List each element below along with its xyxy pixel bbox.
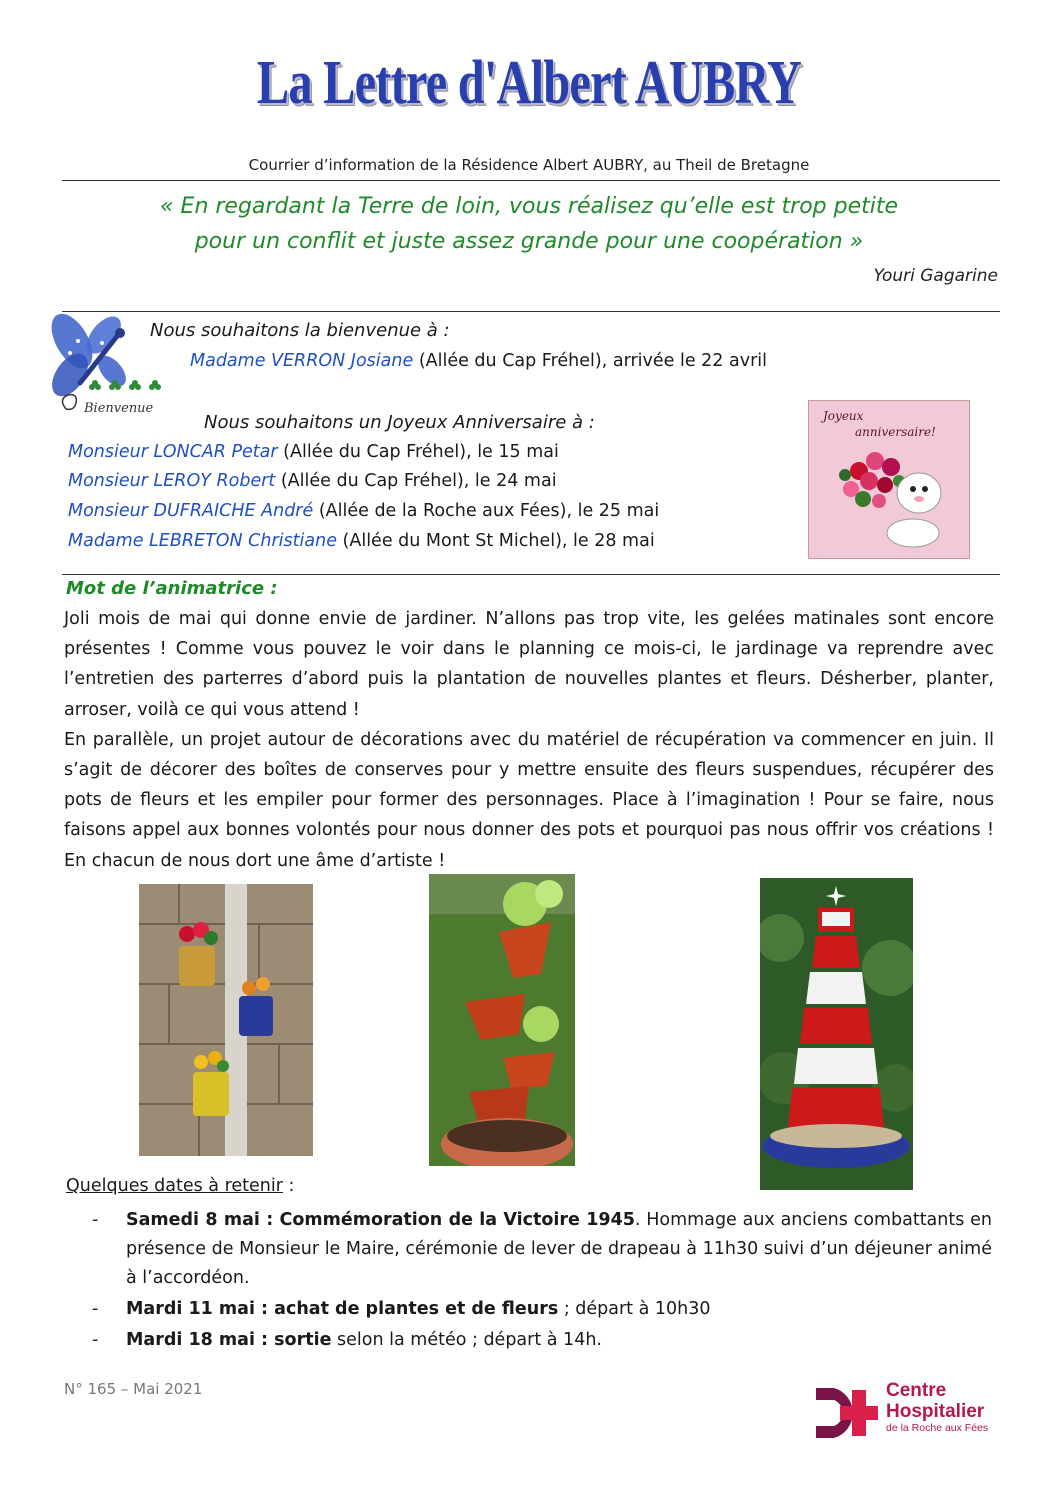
dates-heading-text: Quelques dates à retenir	[66, 1176, 283, 1196]
tin-can-planters-photo	[139, 884, 313, 1156]
divider	[62, 574, 1000, 575]
quote-line-2: pour un conflit et juste assez grande pour une coopération »	[194, 229, 864, 254]
birthday-entry	[68, 471, 557, 491]
animatrice-text	[64, 604, 994, 876]
welcome-image-caption: Bienvenue	[84, 401, 154, 416]
flower-bouquet-icon	[809, 401, 969, 558]
issue-number: N° 165 – Mai 2021	[64, 1380, 203, 1398]
animatrice-heading: Mot de l’animatrice :	[66, 578, 278, 599]
page-title: La Lettre d'Albert AUBRY	[256, 49, 802, 117]
birthday-detail: (Allée de la Roche aux Fées), le 25 mai	[313, 501, 660, 521]
welcome-entry	[190, 351, 767, 371]
list-item: - Samedi 8 mai : Commémoration de la Victoire 1945. Hommage aux anciens combattants en présence de Monsieur le Maire, cérémonie de lever de drapeau à 11h30 suivi d’un déjeuner animé à l’accordéon.	[92, 1210, 992, 1288]
birthday-name: Madame LEBRETON Christiane	[68, 531, 337, 551]
animatrice-paragraph-1: Joli mois de mai qui donne envie de jardiner. N’allons pas trop vite, les gelées matinales sont encore présentes ! Comme vous pouvez le voir dans le planning ce mois-ci, le jardinage va reprendre avec l’entretien des parterres d’abord puis la plantation de nouvelles plantes et fleurs. Désherber, planter, arroser, voilà ce qui vous attend !	[64, 609, 994, 720]
divider	[62, 311, 1000, 312]
lighthouse-pots-photo	[760, 878, 913, 1190]
birthday-detail: (Allée du Cap Fréhel), le 15 mai	[277, 442, 559, 462]
birthday-entry	[68, 501, 659, 521]
hospital-logo	[812, 1380, 1012, 1446]
birthday-card-caption-1: Joyeux	[823, 409, 864, 423]
stacked-pots-image	[429, 874, 575, 1166]
birthday-name: Monsieur LEROY Robert	[68, 471, 276, 491]
divider	[62, 180, 1000, 181]
dates-heading-suffix: :	[282, 1176, 295, 1196]
dates-heading	[66, 1176, 294, 1196]
hospital-cross-icon	[812, 1380, 878, 1446]
list-item: - Mardi 11 mai : achat de plantes et de fleurs ; départ à 10h30	[92, 1299, 711, 1319]
welcome-heading: Nous souhaitons la bienvenue à :	[150, 320, 450, 341]
welcome-detail: (Allée du Cap Fréhel), arrivée le 22 avril	[413, 351, 767, 371]
logo-line-1: Centre	[886, 1380, 947, 1401]
date-item-detail: ; départ à 10h30	[558, 1299, 711, 1319]
stacked-pots-photo	[429, 874, 575, 1166]
birthday-detail: (Allée du Cap Fréhel), le 24 mai	[275, 471, 557, 491]
birthday-name: Monsieur DUFRAICHE André	[68, 501, 314, 521]
quote-author: Youri Gagarine	[873, 266, 998, 286]
birthday-card-caption-2: anniversaire!	[855, 425, 936, 439]
birthday-entry	[68, 531, 655, 551]
date-item-title: Mardi 18 mai : sortie	[126, 1330, 332, 1350]
lighthouse-pots-image	[760, 878, 913, 1190]
quote-line-1: « En regardant la Terre de loin, vous réalisez qu’elle est trop petite	[159, 194, 899, 219]
birthday-detail: (Allée du Mont St Michel), le 28 mai	[336, 531, 655, 551]
date-item-title: Mardi 11 mai : achat de plantes et de fleurs	[126, 1299, 559, 1319]
tin-can-planters-image	[139, 884, 313, 1156]
list-item: - Mardi 18 mai : sortie selon la météo ; départ à 14h.	[92, 1330, 602, 1350]
birthday-heading: Nous souhaitons un Joyeux Anniversaire à :	[204, 412, 595, 433]
logo-line-3: de la Roche aux Fées	[886, 1422, 989, 1434]
animatrice-paragraph-2: En parallèle, un projet autour de décorations avec du matériel de récupération va commencer en juin. Il s’agit de décorer des boîtes de conserves pour y mettre ensuite des fleurs suspendues, récupérer des pots de fleurs et les empiler pour former des personnages. Place à l’imagination ! Pour se faire, nous faisons appel aux bonnes volontés pour nous donner des pots et pourquoi pas nous offrir vos créations ! En chacun de nous dort une âme d’artiste !	[64, 729, 994, 871]
birthday-name: Monsieur LONCAR Petar	[68, 442, 278, 462]
date-item-detail: . Hommage aux anciens combattants en présence de Monsieur le Maire, cérémonie de lever de drapeau à 11h30 suivi d’un déjeuner animé à l’accordéon.	[126, 1210, 992, 1288]
date-item-detail: selon la météo ; départ à 14h.	[331, 1330, 602, 1350]
welcome-name: Madame VERRON Josiane	[190, 351, 414, 371]
dates-list	[92, 1206, 992, 1357]
page-subtitle: Courrier d’information de la Résidence Albert AUBRY, au Theil de Bretagne	[248, 156, 810, 174]
logo-line-2: Hospitalier	[886, 1401, 985, 1422]
birthday-card-image	[808, 400, 970, 559]
date-item-title: Samedi 8 mai : Commémoration de la Victoire 1945	[126, 1210, 635, 1230]
birthday-entry	[68, 442, 559, 462]
